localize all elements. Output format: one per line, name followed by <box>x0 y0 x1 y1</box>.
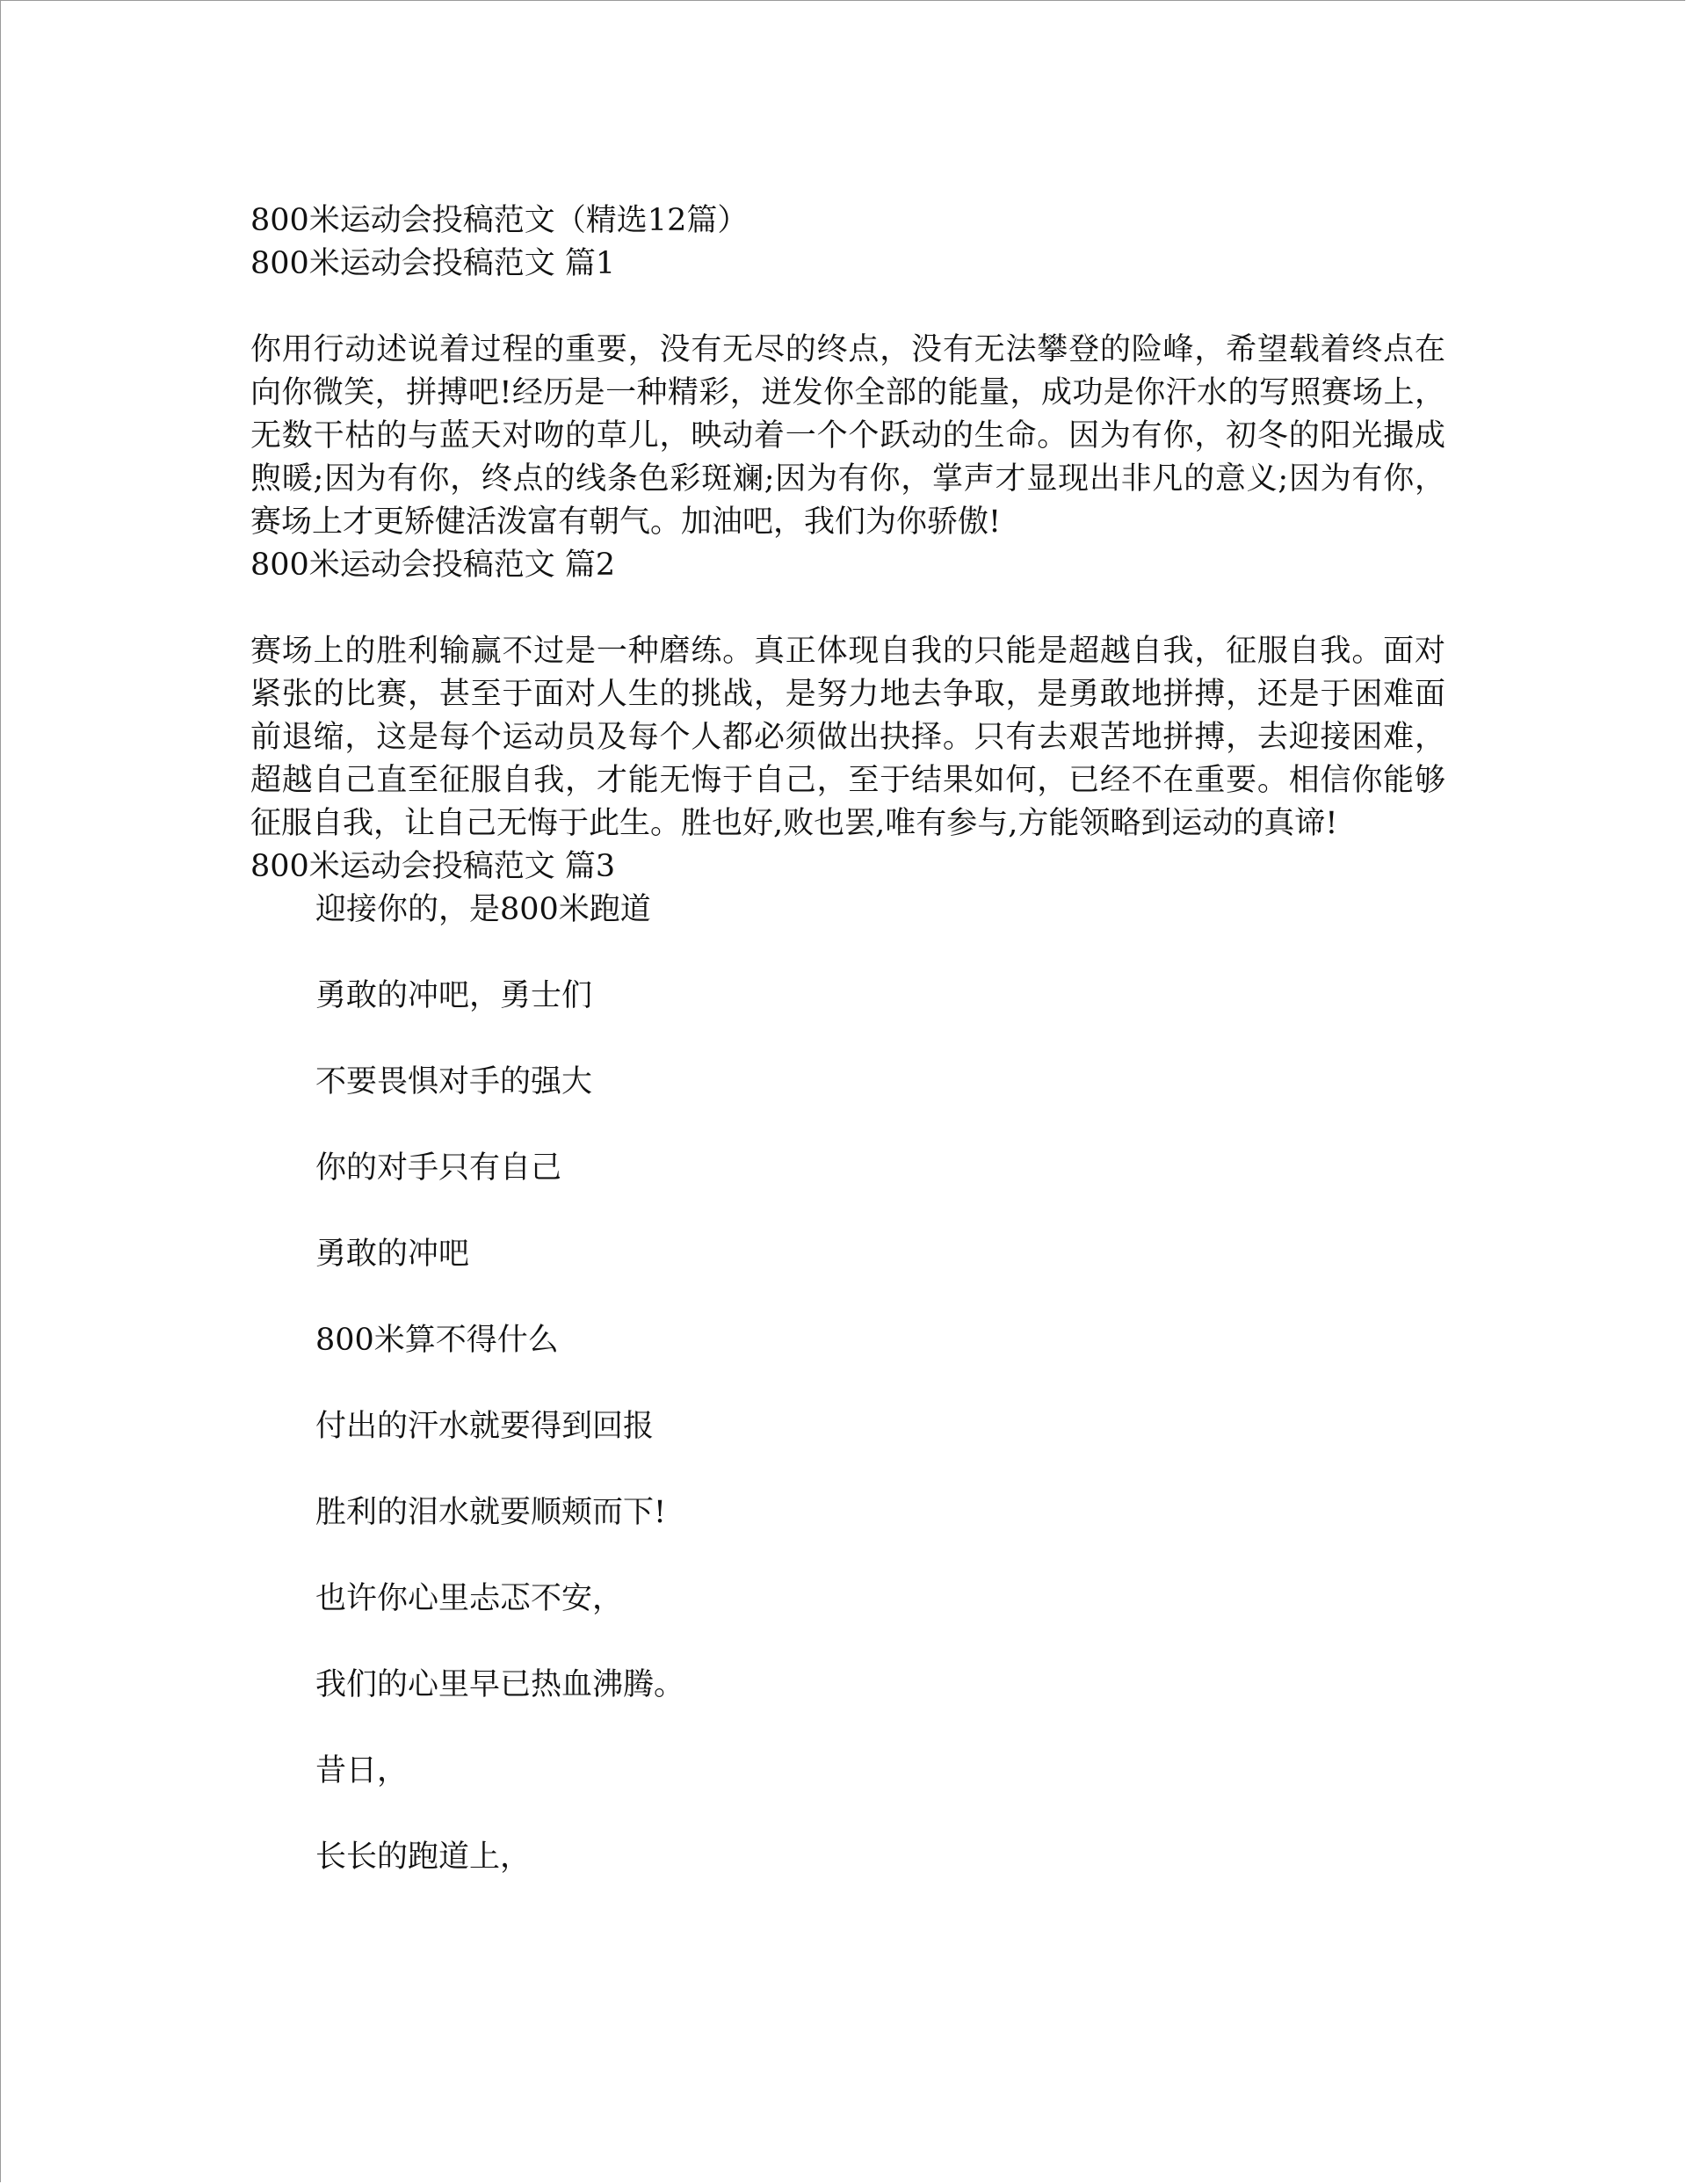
section-heading-1: 800米运动会投稿范文 篇1 <box>250 246 616 281</box>
document-content <box>250 200 1445 1879</box>
blank-line <box>250 286 1445 329</box>
poem-line: 胜利的泪水就要顺颊而下! <box>315 1495 667 1530</box>
poem-line: 昔日， <box>315 1753 409 1789</box>
poem-line: 你的对手只有自己 <box>315 1150 562 1186</box>
poem <box>250 889 1445 1879</box>
poem-line: 付出的汗水就要得到回报 <box>315 1409 655 1444</box>
blank-line <box>250 587 1445 630</box>
poem-line: 迎接你的，是800米跑道 <box>315 892 651 927</box>
poem-line: 勇敢的冲吧 <box>315 1237 470 1272</box>
poem-line: 800米算不得什么 <box>315 1323 559 1358</box>
poem-line: 我们的心里早已热血沸腾。 <box>315 1667 685 1702</box>
poem-line: 长长的跑道上， <box>315 1839 532 1875</box>
document-title: 800米运动会投稿范文（精选12篇） <box>250 203 749 238</box>
section-heading-3: 800米运动会投稿范文 篇3 <box>250 849 616 884</box>
section-heading-2: 800米运动会投稿范文 篇2 <box>250 548 616 583</box>
poem-line: 勇敢的冲吧，勇士们 <box>315 978 593 1013</box>
section-body-2: 赛场上的胜利输赢不过是一种磨练。真正体现自我的只能是超越自我，征服自我。面对紧张的比赛，甚至于面对人生的挑战，是努力地去争取，是勇敢地拼搏，还是于困难面前退缩，这是每个运动员及每个人都必须做出抉择。只有去艰苦地拼搏，去迎接困难，超越自己直至征服自我，才能无悔于自己，至于结果如何，已经不在重要。相信你能够征服自我，让自己无悔于此生。胜也好,败也罢,唯有参与,方能领略到运动的真谛! <box>250 634 1445 841</box>
poem-line: 不要畏惧对手的强大 <box>315 1064 593 1099</box>
section-body-1: 你用行动述说着过程的重要，没有无尽的终点，没有无法攀登的险峰，希望载着终点在向你微笑，拼搏吧!经历是一种精彩，迸发你全部的能量，成功是你汗水的写照赛场上，无数干枯的与蓝天对吻的草儿，映动着一个个跃动的生命。因为有你，初冬的阳光撮成煦暖;因为有你，终点的线条色彩斑斓;因为有你，掌声才显现出非凡的意义;因为有你，赛场上才更矫健活泼富有朝气。加油吧，我们为你骄傲! <box>250 332 1445 540</box>
poem-line: 也许你心里忐忑不安， <box>315 1581 624 1616</box>
